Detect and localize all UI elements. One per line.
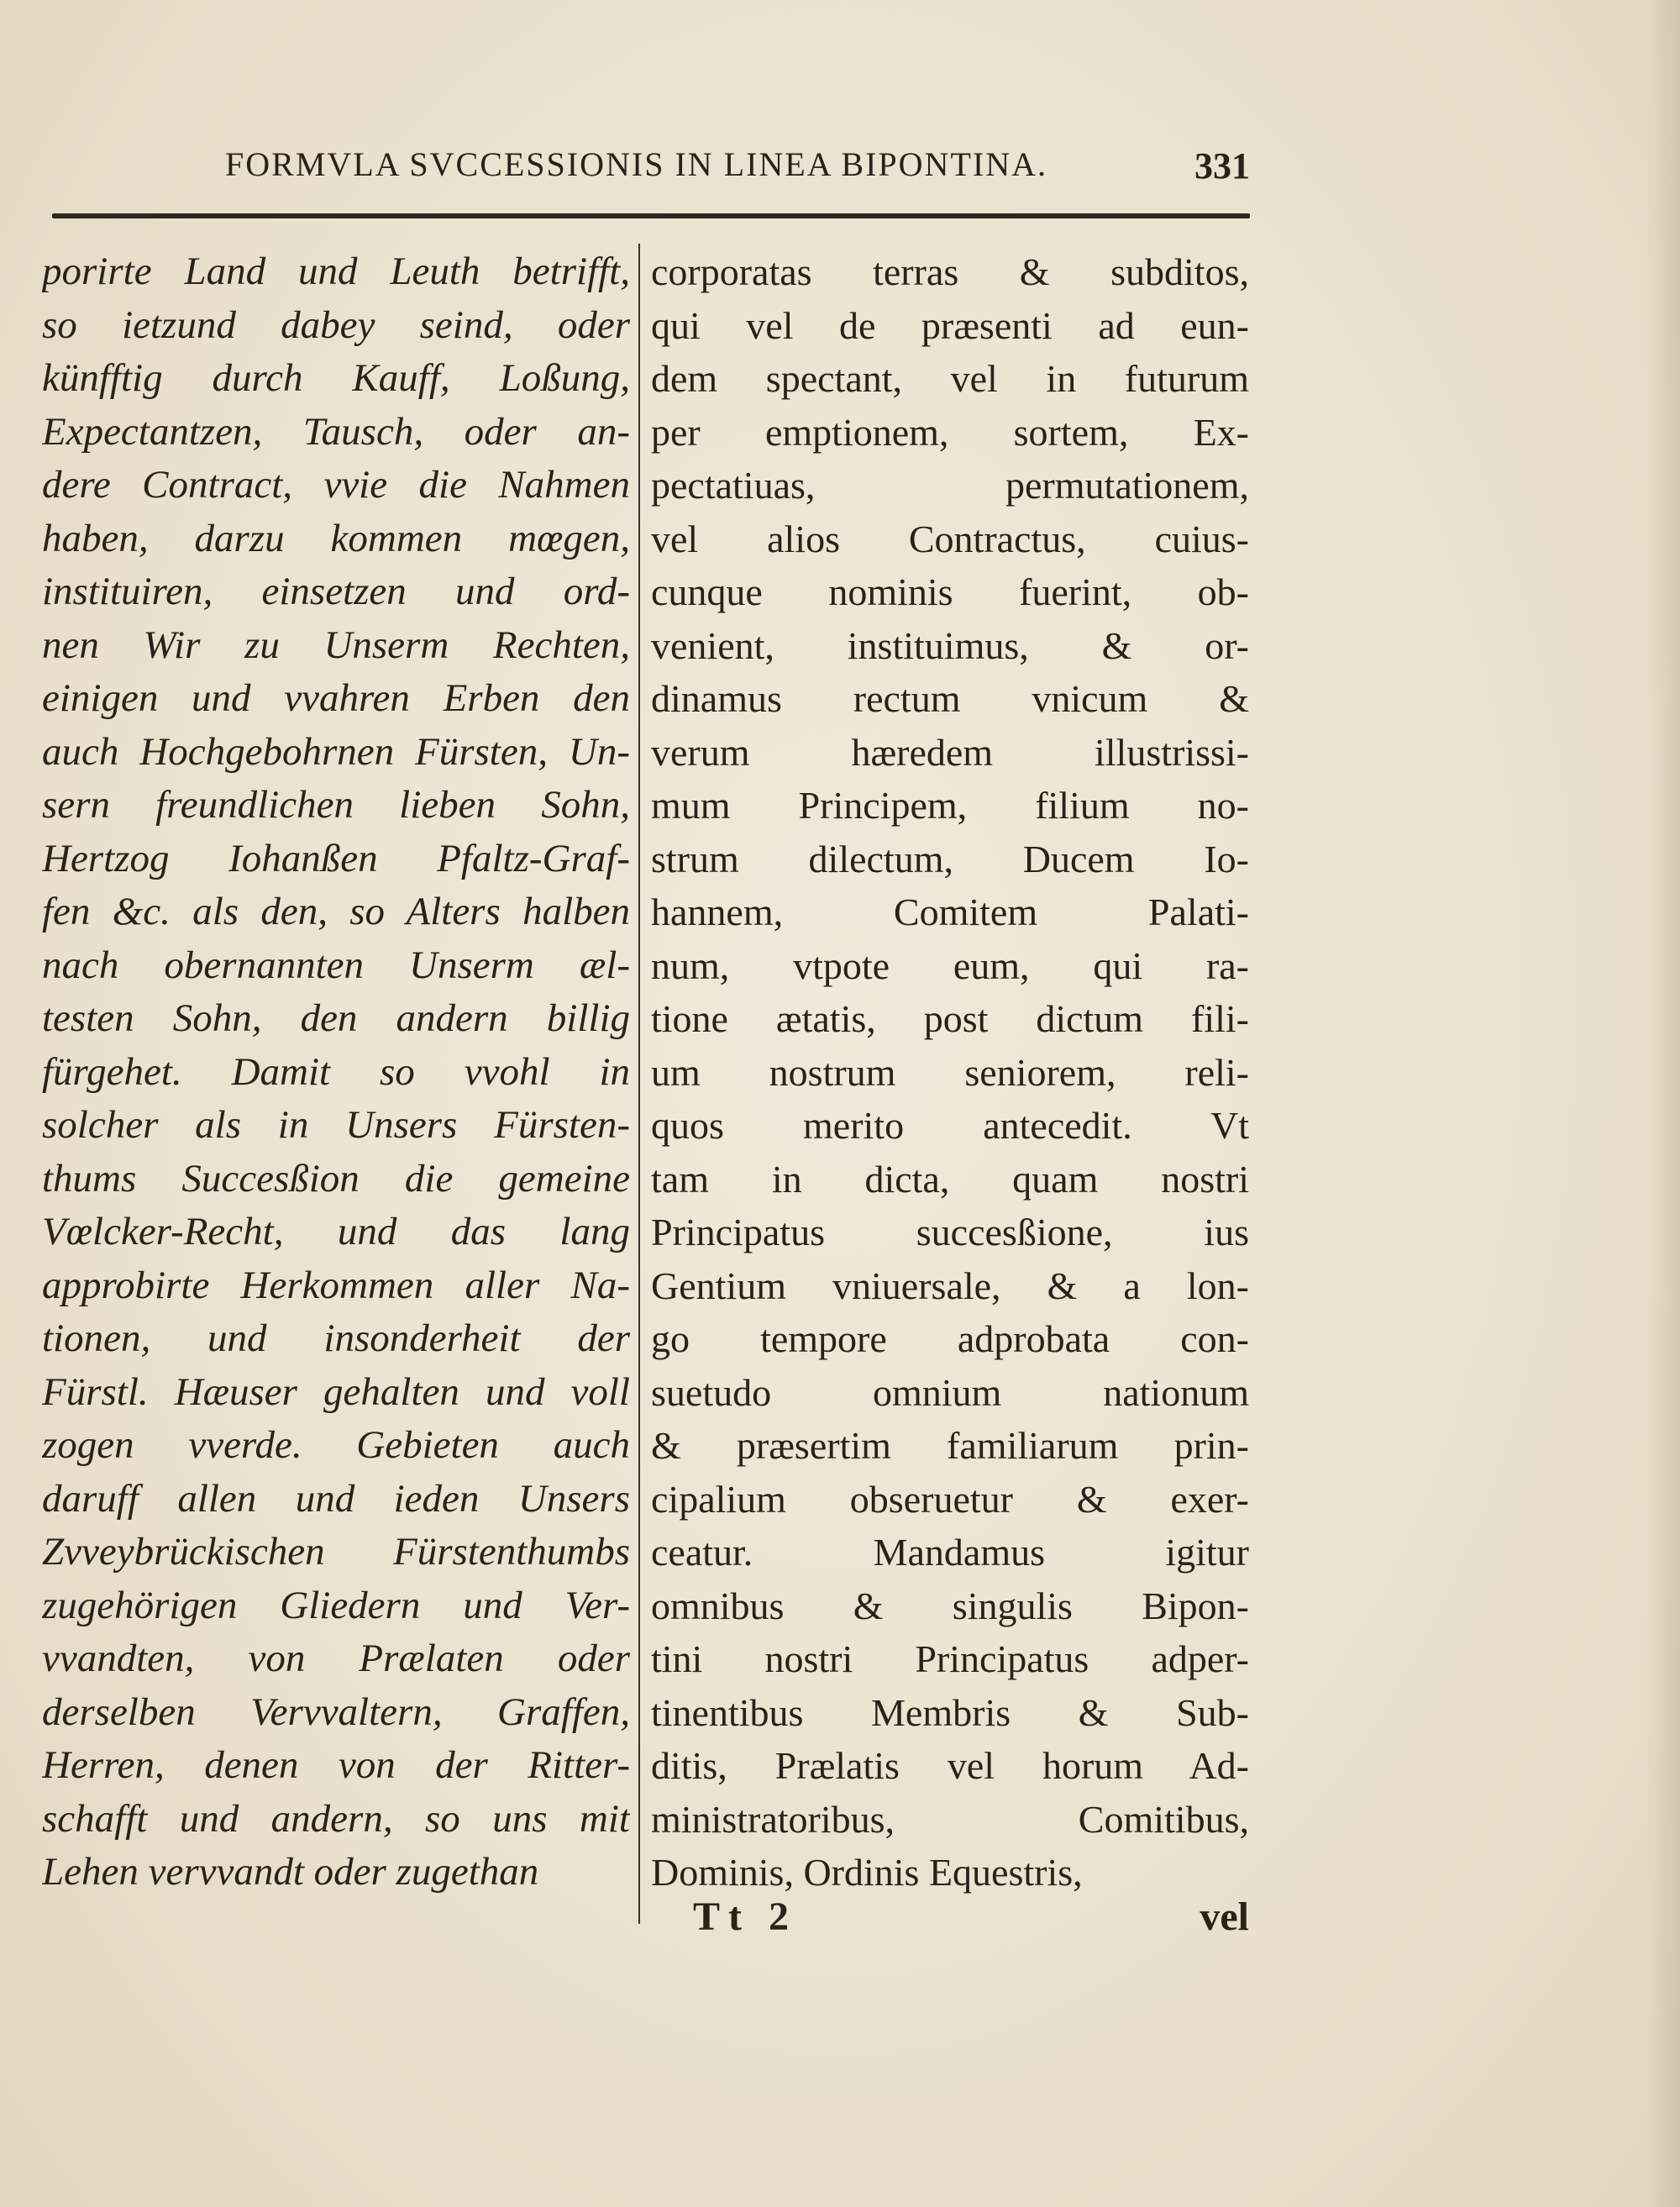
latin-text-line: verum hæredem illustrissi- <box>651 730 1249 774</box>
german-text-line: instituiren, einsetzen und ord- <box>42 570 630 613</box>
german-text-line: zugehörigen Gliedern und Ver- <box>42 1583 630 1627</box>
latin-text-line: ceatur. Mandamus igitur <box>651 1531 1249 1574</box>
latin-text-line: mum Principem, filium no- <box>651 784 1249 827</box>
latin-text-line: hannem, Comitem Palati- <box>651 891 1249 933</box>
german-text-line: fürgehet. Damit so vvohl in <box>42 1049 630 1094</box>
german-text-line: so ietzund dabey seind, oder <box>42 302 630 347</box>
page-edge-shadow <box>1646 0 1680 2207</box>
german-text-line: testen Sohn, den andern billig <box>42 996 630 1040</box>
german-text-line: schafft und andern, so uns mit <box>42 1796 630 1841</box>
latin-text-line: cunque nominis fuerint, ob- <box>651 570 1249 613</box>
latin-text-line: ministratoribus, Comitibus, <box>651 1797 1249 1841</box>
german-text-line: porirte Land und Leuth betrifft, <box>42 250 630 293</box>
german-text-line: Herren, denen von der Ritter- <box>42 1743 630 1787</box>
latin-text-line: Principatus succesßione, ius <box>651 1211 1249 1253</box>
german-text-line: sern freundlichen lieben Sohn, <box>42 783 630 827</box>
german-text-line: künfftig durch Kauff, Loßung, <box>42 356 630 400</box>
german-text-line: dere Contract, vvie die Nahmen <box>42 463 630 507</box>
running-head <box>225 145 1250 195</box>
latin-text-line: qui vel de præsenti ad eun- <box>651 303 1249 347</box>
running-title: FORMVLA SVCCESSIONIS IN LINEA BIPONTINA. <box>225 145 1047 183</box>
latin-text-line: tinentibus Membris & Sub- <box>651 1690 1249 1734</box>
german-text-line: fen &c. als den, so Alters halben <box>42 890 630 933</box>
german-text-line: auch Hochgebohrnen Fürsten, Un- <box>42 729 630 774</box>
page-number: 331 <box>1194 145 1250 187</box>
header-rule <box>52 213 1250 218</box>
page-footer <box>651 1894 1249 1944</box>
german-text-line: Vœlcker-Recht, und das lang <box>42 1210 630 1253</box>
latin-text-line: quos merito antecedit. Vt <box>651 1104 1249 1147</box>
latin-text-line: go tempore adprobata con- <box>651 1317 1249 1360</box>
latin-text-line: strum dilectum, Ducem Io- <box>651 837 1249 880</box>
latin-text-line: omnibus & singulis Bipon- <box>651 1584 1249 1627</box>
latin-text-line: suetudo omnium nationum <box>651 1370 1249 1414</box>
latin-text-line: cipalium obseruetur & exer- <box>651 1477 1249 1521</box>
latin-text-line: venient, instituimus, & or- <box>651 623 1249 667</box>
german-text-line: Hertzog Iohanßen Pfaltz-Graf- <box>42 836 630 880</box>
german-text-line: Zvveybrückischen Fürstenthumbs <box>42 1530 630 1574</box>
latin-text-line: corporatas terras & subditos, <box>651 250 1249 293</box>
latin-text-line: ditis, Prælatis vel horum Ad- <box>651 1744 1249 1787</box>
latin-text-line: tione ætatis, post dictum fili- <box>651 997 1249 1040</box>
german-text-line: vvandten, von Prælaten oder <box>42 1637 630 1680</box>
german-text-line: zogen vverde. Gebieten auch <box>42 1423 630 1467</box>
german-text-line: solcher als in Unsers Fürsten- <box>42 1103 630 1147</box>
column-divider <box>638 244 640 1924</box>
latin-text-line: num, vtpote eum, qui ra- <box>651 943 1249 987</box>
german-text-line: einigen und vvahren Erben den <box>42 676 630 720</box>
german-text-column <box>42 245 630 1900</box>
catchword: vel <box>1200 1894 1249 1939</box>
german-text-line: thums Succesßion die gemeine <box>42 1156 630 1201</box>
latin-text-line: um nostrum seniorem, reli- <box>651 1050 1249 1094</box>
german-text-line: Fürstl. Hæuser gehalten und voll <box>42 1369 630 1414</box>
german-text-line: haben, darzu kommen mœgen, <box>42 516 630 560</box>
german-text-line: nen Wir zu Unserm Rechten, <box>42 623 630 667</box>
german-text-line: tionen, und insonderheit der <box>42 1316 630 1360</box>
latin-text-line: Gentium vniuersale, & a lon- <box>651 1264 1249 1307</box>
german-text-line: nach obernannten Unserm æl- <box>42 943 630 987</box>
latin-text-line: pectatiuas, permutationem, <box>651 464 1249 507</box>
latin-text-line: dinamus rectum vnicum & <box>651 677 1249 720</box>
german-text-line: Expectantzen, Tausch, oder an- <box>42 409 630 454</box>
signature-mark: Tt 2 <box>693 1894 797 1939</box>
german-text-line: Lehen vervvandt oder zugethan <box>42 1850 539 1894</box>
latin-text-line: tam in dicta, quam nostri <box>651 1157 1249 1201</box>
german-text-line: derselben Vervvaltern, Graffen, <box>42 1689 630 1734</box>
latin-text-column <box>651 245 1249 1900</box>
latin-text-line: vel alios Contractus, cuius- <box>651 517 1249 560</box>
latin-text-line: dem spectant, vel in futurum <box>651 357 1249 400</box>
german-text-line: approbirte Herkommen aller Na- <box>42 1263 630 1307</box>
latin-text-line: tini nostri Principatus adper- <box>651 1637 1249 1680</box>
german-text-line: daruff allen und ieden Unsers <box>42 1476 630 1521</box>
latin-text-line: Dominis, Ordinis Equestris, <box>651 1851 1083 1894</box>
latin-text-line: & præsertim familiarum prin- <box>651 1424 1249 1467</box>
latin-text-line: per emptionem, sortem, Ex- <box>651 410 1249 454</box>
